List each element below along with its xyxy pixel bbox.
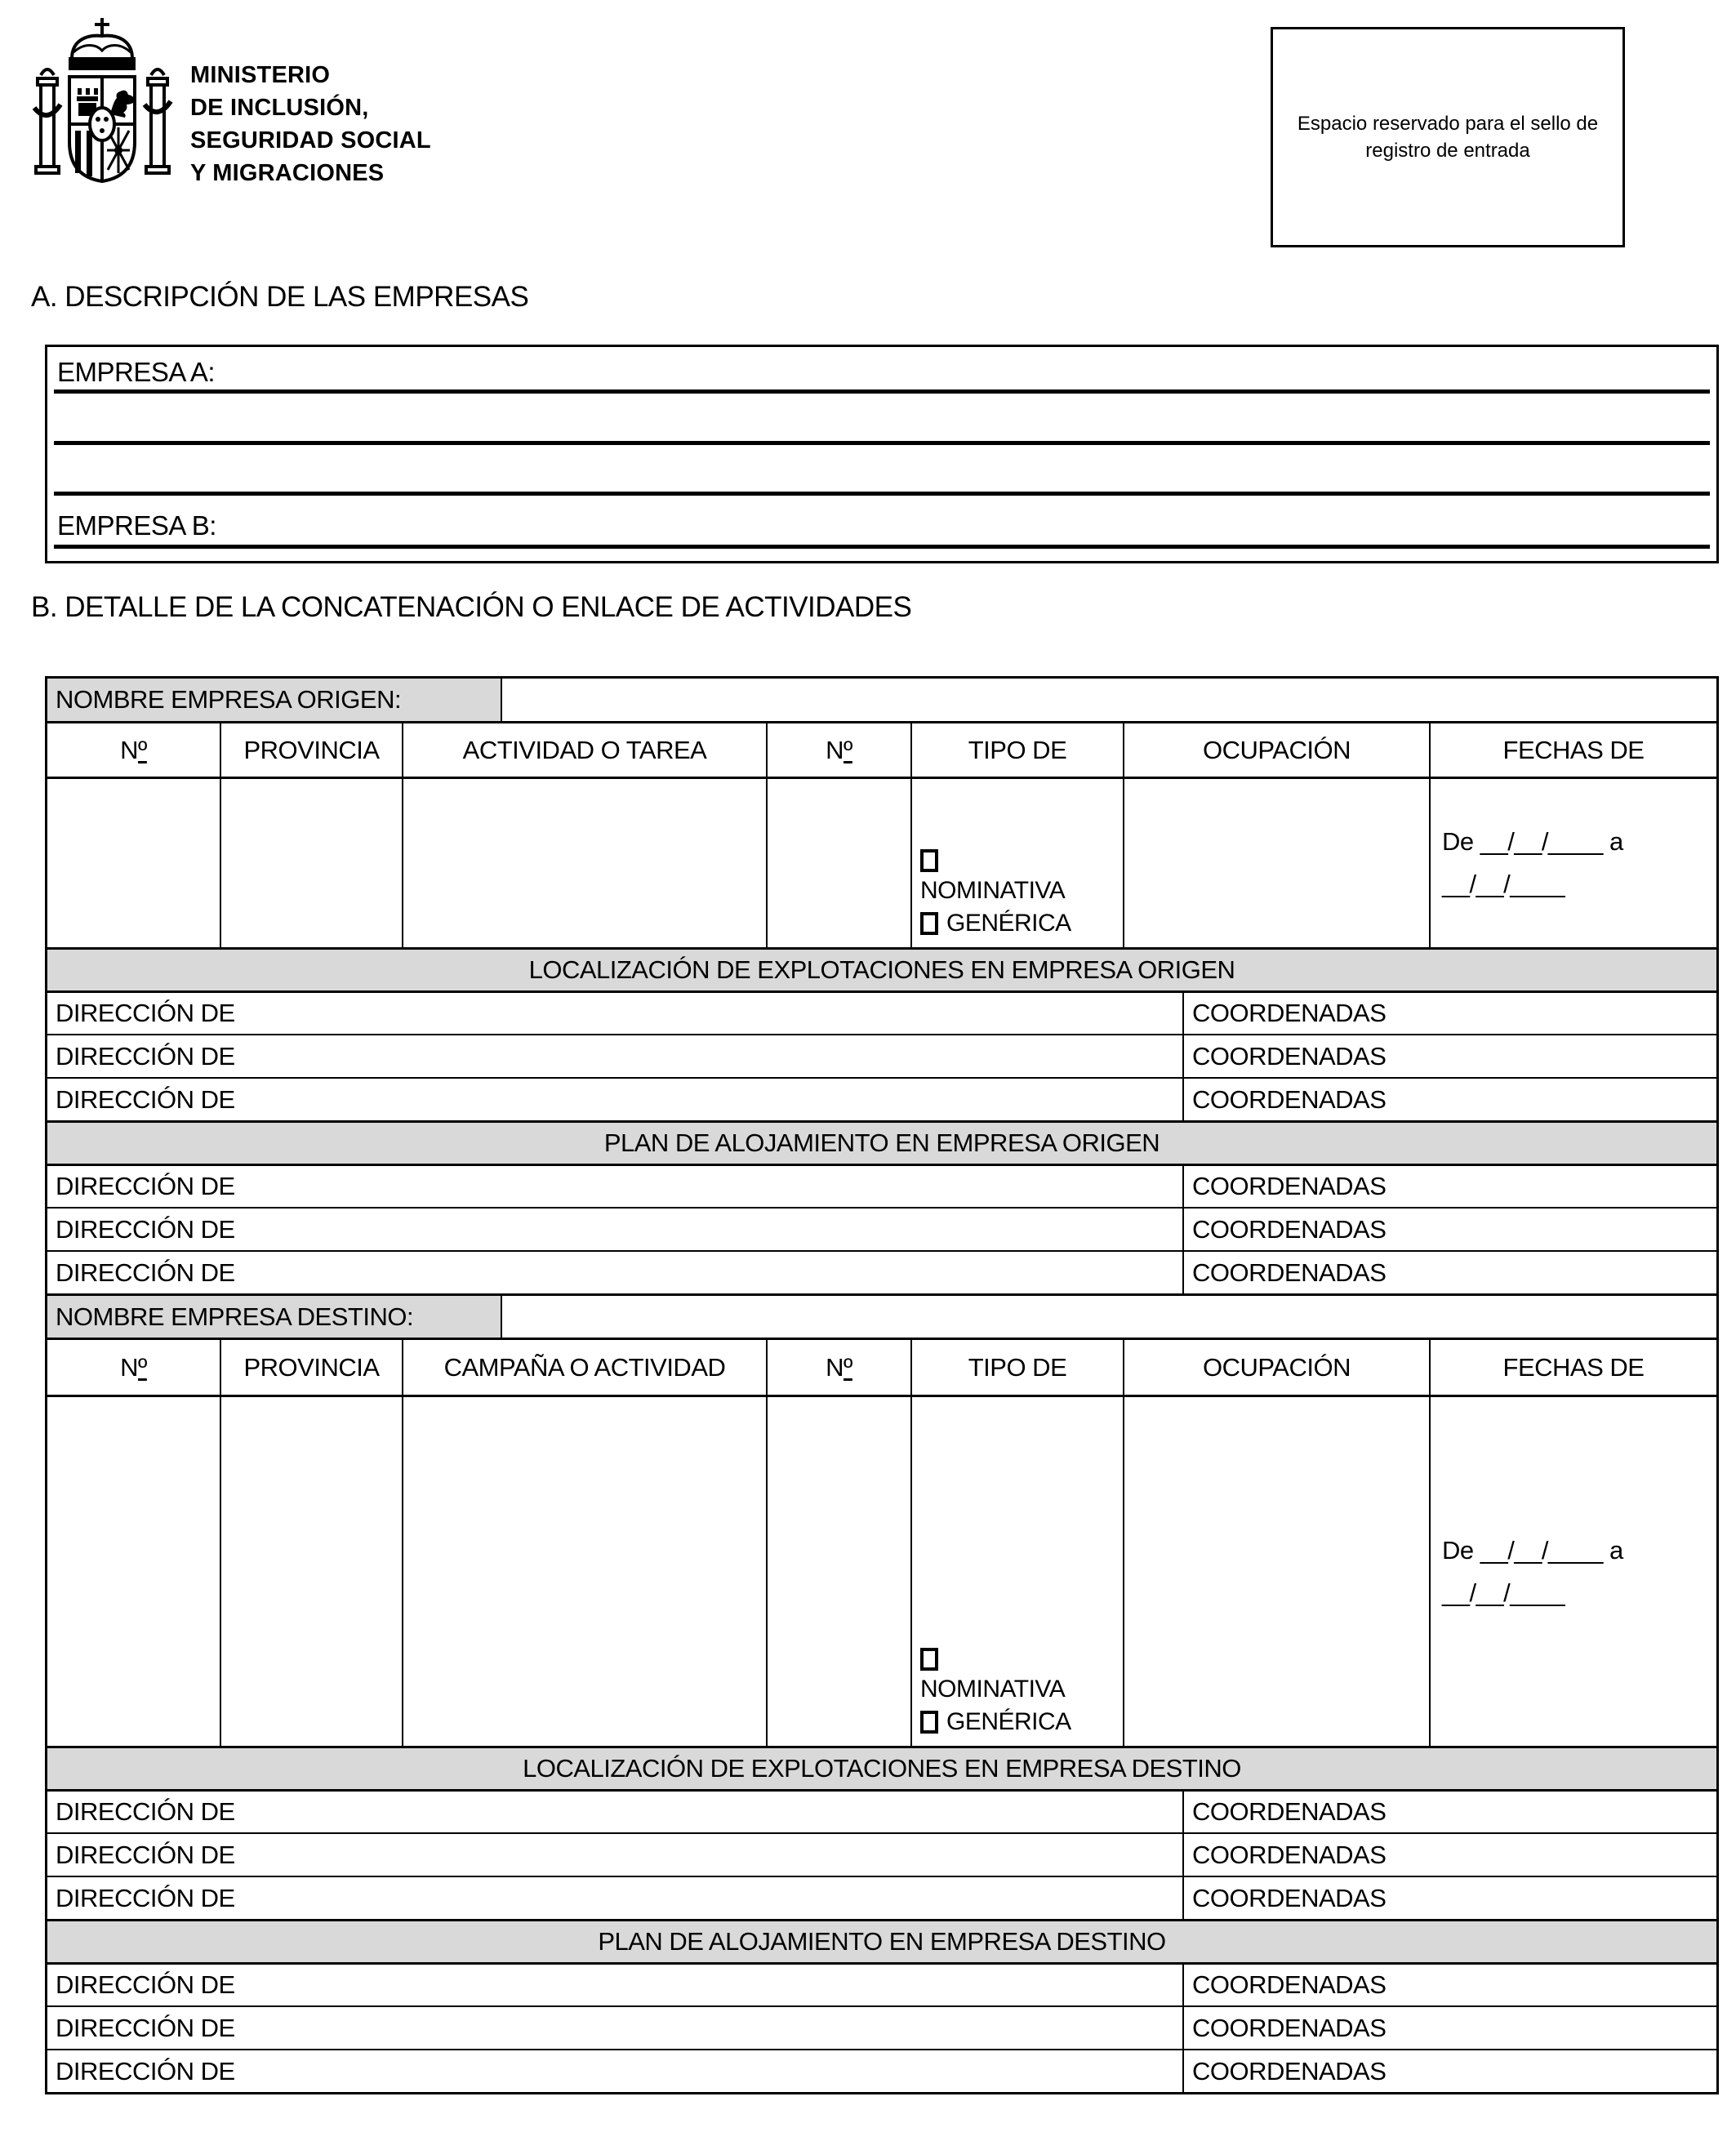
direccion-label[interactable]: DIRECCIÓN DE xyxy=(56,1214,235,1244)
destino-plan-direccion-row xyxy=(47,2005,1716,2049)
destino-ocupacion-cell[interactable] xyxy=(1123,1397,1429,1746)
origin-fechas-cell[interactable] xyxy=(1429,779,1716,947)
origin-provincia-cell[interactable] xyxy=(220,779,402,947)
origin-plan-direccion-row xyxy=(47,1164,1716,1207)
ministry-name xyxy=(190,59,431,189)
origin-ocupacion-cell[interactable] xyxy=(1123,779,1429,947)
section-a-box xyxy=(45,345,1719,563)
concatenation-table xyxy=(45,676,1719,2094)
generica-checkbox[interactable] xyxy=(920,1711,938,1734)
col-campana-header: CAMPAÑA O ACTIVIDAD xyxy=(402,1340,766,1395)
coordenadas-label[interactable]: COORDENADAS xyxy=(1182,1079,1716,1120)
destino-tipo-cell xyxy=(910,1397,1123,1746)
destino-body-row xyxy=(47,1395,1716,1746)
origin-tipo-cell xyxy=(910,779,1123,947)
coordenadas-label[interactable]: COORDENADAS xyxy=(1182,2050,1716,2092)
col-numero-header: Nº xyxy=(120,1352,147,1382)
direccion-label[interactable]: DIRECCIÓN DE xyxy=(56,2013,235,2042)
origin-plan-direccion-row xyxy=(47,1250,1716,1293)
ministry-line: DE INCLUSIÓN, xyxy=(190,95,369,121)
coordenadas-label[interactable]: COORDENADAS xyxy=(1182,1792,1716,1832)
direccion-label[interactable]: DIRECCIÓN DE xyxy=(56,1883,235,1912)
direccion-label[interactable]: DIRECCIÓN DE xyxy=(56,1172,235,1200)
destino-plan-direccion-row xyxy=(47,2049,1716,2092)
stamp-text-line: Espacio reservado para el sello de xyxy=(1297,113,1599,135)
origin-loc-direccion-row xyxy=(47,1077,1716,1120)
direccion-label[interactable]: DIRECCIÓN DE xyxy=(56,999,235,1027)
destino-provincia-cell[interactable] xyxy=(220,1397,402,1746)
nominativa-label: NOMINATIVA xyxy=(920,1676,1066,1703)
origin-localization-band xyxy=(47,947,1716,990)
direccion-label[interactable]: DIRECCIÓN DE xyxy=(56,1970,235,1999)
destino-plan-band xyxy=(47,1919,1716,1962)
col-tipo-header: TIPO DE xyxy=(910,723,1123,777)
coordenadas-label[interactable]: COORDENADAS xyxy=(1182,1035,1716,1077)
origin-plan-direccion-row xyxy=(47,1207,1716,1250)
generica-checkbox[interactable] xyxy=(920,912,938,935)
coordenadas-label[interactable]: COORDENADAS xyxy=(1182,1166,1716,1207)
empresa-a-writing-line[interactable] xyxy=(54,389,1710,394)
col-numero-header: Nº xyxy=(120,735,147,764)
col-ocupacion-header: OCUPACIÓN xyxy=(1123,1340,1429,1395)
empresa-a-label: EMPRESA A: xyxy=(57,357,216,387)
generica-label: GENÉRICA xyxy=(946,910,1071,937)
col-provincia-header: PROVINCIA xyxy=(220,1340,402,1395)
fechas-line: __/__/____ xyxy=(1442,870,1565,898)
coordenadas-label[interactable]: COORDENADAS xyxy=(1182,1252,1716,1293)
empresa-a-writing-line[interactable] xyxy=(54,492,1710,496)
destino-plan-direccion-row xyxy=(47,1962,1716,2005)
origin-plan-band-label: PLAN DE ALOJAMIENTO EN EMPRESA ORIGEN xyxy=(603,1128,1160,1157)
nominativa-checkbox[interactable] xyxy=(920,849,938,872)
ministry-line: MINISTERIO xyxy=(190,62,331,88)
col-tipo-header: TIPO DE xyxy=(910,1340,1123,1395)
origin-body-row xyxy=(47,777,1716,947)
direccion-label[interactable]: DIRECCIÓN DE xyxy=(56,1041,235,1071)
col-ocupacion-header: OCUPACIÓN xyxy=(1123,723,1429,777)
destino-fechas-cell[interactable] xyxy=(1429,1397,1716,1746)
destino-loc-direccion-row xyxy=(47,1876,1716,1919)
destino-name-input[interactable] xyxy=(501,1296,1716,1338)
coordenadas-label[interactable]: COORDENADAS xyxy=(1182,2007,1716,2049)
stamp-text-line: registro de entrada xyxy=(1365,140,1530,162)
coordenadas-label[interactable]: COORDENADAS xyxy=(1182,1209,1716,1250)
col-numero-header: Nº xyxy=(766,723,910,777)
origin-numero2-cell[interactable] xyxy=(766,779,910,947)
origin-header-row xyxy=(47,721,1716,777)
origin-loc-direccion-row xyxy=(47,990,1716,1034)
registry-stamp-box xyxy=(1271,27,1625,247)
empresa-b-label: EMPRESA B: xyxy=(57,510,216,541)
col-provincia-header: PROVINCIA xyxy=(220,723,402,777)
destino-loc-direccion-row xyxy=(47,1789,1716,1832)
origin-numero-cell[interactable] xyxy=(47,779,220,947)
nominativa-label: NOMINATIVA xyxy=(920,877,1066,904)
col-actividad-header: ACTIVIDAD O TAREA xyxy=(402,723,766,777)
generica-label: GENÉRICA xyxy=(946,1708,1071,1735)
nominativa-checkbox[interactable] xyxy=(920,1648,938,1671)
origin-plan-band xyxy=(47,1120,1716,1164)
origin-loc-direccion-row xyxy=(47,1034,1716,1077)
empresa-a-writing-line[interactable] xyxy=(54,441,1710,445)
col-fechas-header: FECHAS DE xyxy=(1429,1340,1716,1395)
destino-numero2-cell[interactable] xyxy=(766,1397,910,1746)
origin-localization-band-label: LOCALIZACIÓN DE EXPLOTACIONES EN EMPRESA ORIGEN xyxy=(528,955,1235,984)
section-a-title: A. DESCRIPCIÓN DE LAS EMPRESAS xyxy=(31,281,529,313)
direccion-label[interactable]: DIRECCIÓN DE xyxy=(56,1797,235,1826)
origin-name-row xyxy=(47,679,1716,721)
empresa-b-writing-line[interactable] xyxy=(54,545,1710,549)
origin-actividad-cell[interactable] xyxy=(402,779,766,947)
coordenadas-label[interactable]: COORDENADAS xyxy=(1182,1834,1716,1876)
destino-name-label: NOMBRE EMPRESA DESTINO: xyxy=(47,1296,501,1338)
direccion-label[interactable]: DIRECCIÓN DE xyxy=(56,1084,235,1114)
fechas-line: __/__/____ xyxy=(1442,1578,1565,1607)
section-b-title: B. DETALLE DE LA CONCATENACIÓN O ENLACE DE ACTIVIDADES xyxy=(31,591,912,623)
destino-localization-band-label: LOCALIZACIÓN DE EXPLOTACIONES EN EMPRESA DESTINO xyxy=(523,1754,1241,1783)
col-numero-header: Nº xyxy=(766,1340,910,1395)
ministry-line: Y MIGRACIONES xyxy=(190,160,385,186)
destino-header-row xyxy=(47,1338,1716,1395)
direccion-label[interactable]: DIRECCIÓN DE xyxy=(56,1258,235,1287)
destino-campana-cell[interactable] xyxy=(402,1397,766,1746)
ministry-line: SEGURIDAD SOCIAL xyxy=(190,127,431,154)
destino-loc-direccion-row xyxy=(47,1832,1716,1876)
origin-name-label: NOMBRE EMPRESA ORIGEN: xyxy=(47,679,501,721)
direccion-label[interactable]: DIRECCIÓN DE xyxy=(56,2056,235,2085)
origin-name-input[interactable] xyxy=(501,679,1716,721)
coordenadas-label[interactable]: COORDENADAS xyxy=(1182,993,1716,1034)
coordenadas-label[interactable]: COORDENADAS xyxy=(1182,1877,1716,1919)
destino-name-row xyxy=(47,1293,1716,1338)
coordenadas-label[interactable]: COORDENADAS xyxy=(1182,1965,1716,2005)
destino-numero-cell[interactable] xyxy=(47,1397,220,1746)
fechas-line: De __/__/____ a xyxy=(1442,1535,1623,1565)
coat-of-arms-icon xyxy=(23,11,182,195)
col-fechas-header: FECHAS DE xyxy=(1429,723,1716,777)
destino-localization-band xyxy=(47,1746,1716,1789)
destino-plan-band-label: PLAN DE ALOJAMIENTO EN EMPRESA DESTINO xyxy=(598,1927,1166,1956)
direccion-label[interactable]: DIRECCIÓN DE xyxy=(56,1840,235,1869)
fechas-line: De __/__/____ a xyxy=(1442,827,1623,856)
